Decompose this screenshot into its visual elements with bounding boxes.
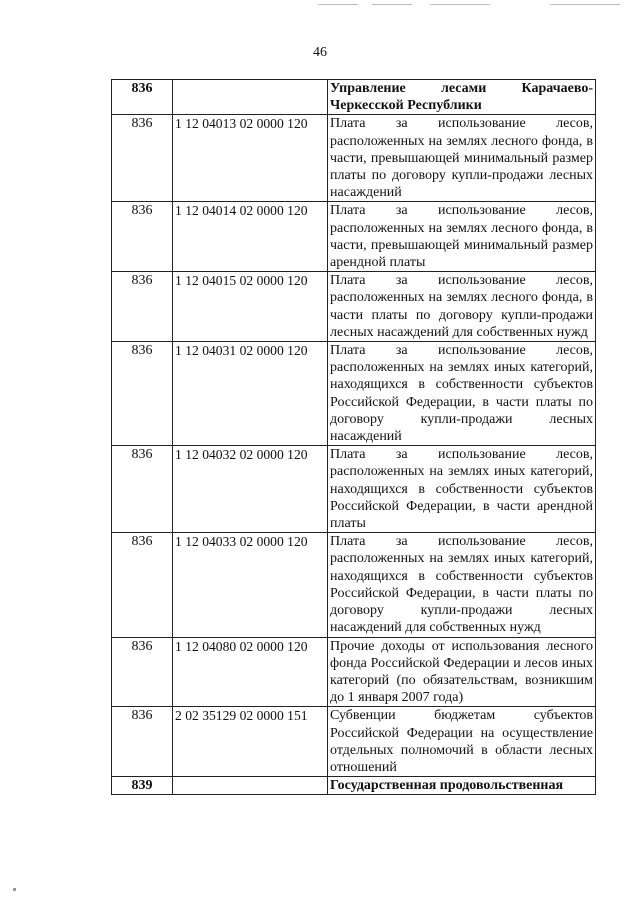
scan-line — [430, 4, 490, 5]
scan-line — [372, 4, 412, 5]
table-row — [112, 202, 596, 272]
budget-code-cell: 1 12 04031 02 0000 120 — [173, 342, 328, 446]
revenue-name-cell: Плата за использование лесов, расположенных на землях иных категорий, находящихся в собственности субъектов Российской Федерации, в части арендной платы — [328, 446, 596, 533]
budget-code-cell — [173, 80, 328, 115]
admin-code-cell: 836 — [112, 637, 173, 707]
table-row — [112, 342, 596, 446]
revenue-name-cell: Плата за использование лесов, расположенных на землях лесного фонда, в части платы по договору купли-продажи лесных насаждений для собственных нужд — [328, 272, 596, 342]
revenue-name-cell: Плата за использование лесов, расположенных на землях иных категорий, находящихся в собственности субъектов Российской Федерации, в части платы по договору купли-продажи лесных насаждений для собственных нужд — [328, 533, 596, 637]
table-row — [112, 446, 596, 533]
table-row — [112, 637, 596, 707]
budget-code-cell: 1 12 04032 02 0000 120 — [173, 446, 328, 533]
admin-code-cell: 836 — [112, 272, 173, 342]
revenue-name-cell: Управление лесами Карачаево-Черкесской Республики — [328, 80, 596, 115]
table-row — [112, 533, 596, 637]
revenue-name-cell: Плата за использование лесов, расположенных на землях иных категорий, находящихся в собственности субъектов Российской Федерации, в части платы по договору купли-продажи лесных насаждений — [328, 342, 596, 446]
admin-code-cell: 836 — [112, 707, 173, 777]
table-row — [112, 115, 596, 202]
scan-line — [318, 4, 358, 5]
scan-artifact — [13, 888, 16, 891]
budget-code-cell — [173, 777, 328, 795]
admin-code-cell: 836 — [112, 342, 173, 446]
revenue-name-cell: Субвенции бюджетам субъектов Российской Федерации на осуществление отдельных полномочий в области лесных отношений — [328, 707, 596, 777]
admin-code-cell: 836 — [112, 533, 173, 637]
table-row — [112, 80, 596, 115]
budget-codes-table — [111, 79, 596, 795]
revenue-name-cell: Государственная продовольственная — [328, 777, 596, 795]
admin-code-cell: 836 — [112, 115, 173, 202]
admin-code-cell: 836 — [112, 80, 173, 115]
scan-line — [550, 4, 620, 5]
budget-code-cell: 1 12 04013 02 0000 120 — [173, 115, 328, 202]
table-row — [112, 707, 596, 777]
revenue-name-cell: Плата за использование лесов, расположенных на землях лесного фонда, в части, превышающей минимальный размер платы по договору купли-продажи лесных насаждений — [328, 115, 596, 202]
table-body — [112, 80, 596, 795]
revenue-name-cell: Плата за использование лесов, расположенных на землях лесного фонда, в части, превышающей минимальный размер арендной платы — [328, 202, 596, 272]
page-top-edge — [0, 0, 640, 10]
admin-code-cell: 839 — [112, 777, 173, 795]
budget-code-cell: 2 02 35129 02 0000 151 — [173, 707, 328, 777]
budget-code-cell: 1 12 04015 02 0000 120 — [173, 272, 328, 342]
page-number: 46 — [313, 45, 327, 60]
admin-code-cell: 836 — [112, 202, 173, 272]
revenue-name-cell: Прочие доходы от использования лесного фонда Российской Федерации и лесов иных категорий (по обязательствам, возникшим до 1 января 2007 года) — [328, 637, 596, 707]
table-row — [112, 272, 596, 342]
budget-code-cell: 1 12 04014 02 0000 120 — [173, 202, 328, 272]
budget-code-cell: 1 12 04033 02 0000 120 — [173, 533, 328, 637]
table-row — [112, 777, 596, 795]
budget-code-cell: 1 12 04080 02 0000 120 — [173, 637, 328, 707]
admin-code-cell: 836 — [112, 446, 173, 533]
